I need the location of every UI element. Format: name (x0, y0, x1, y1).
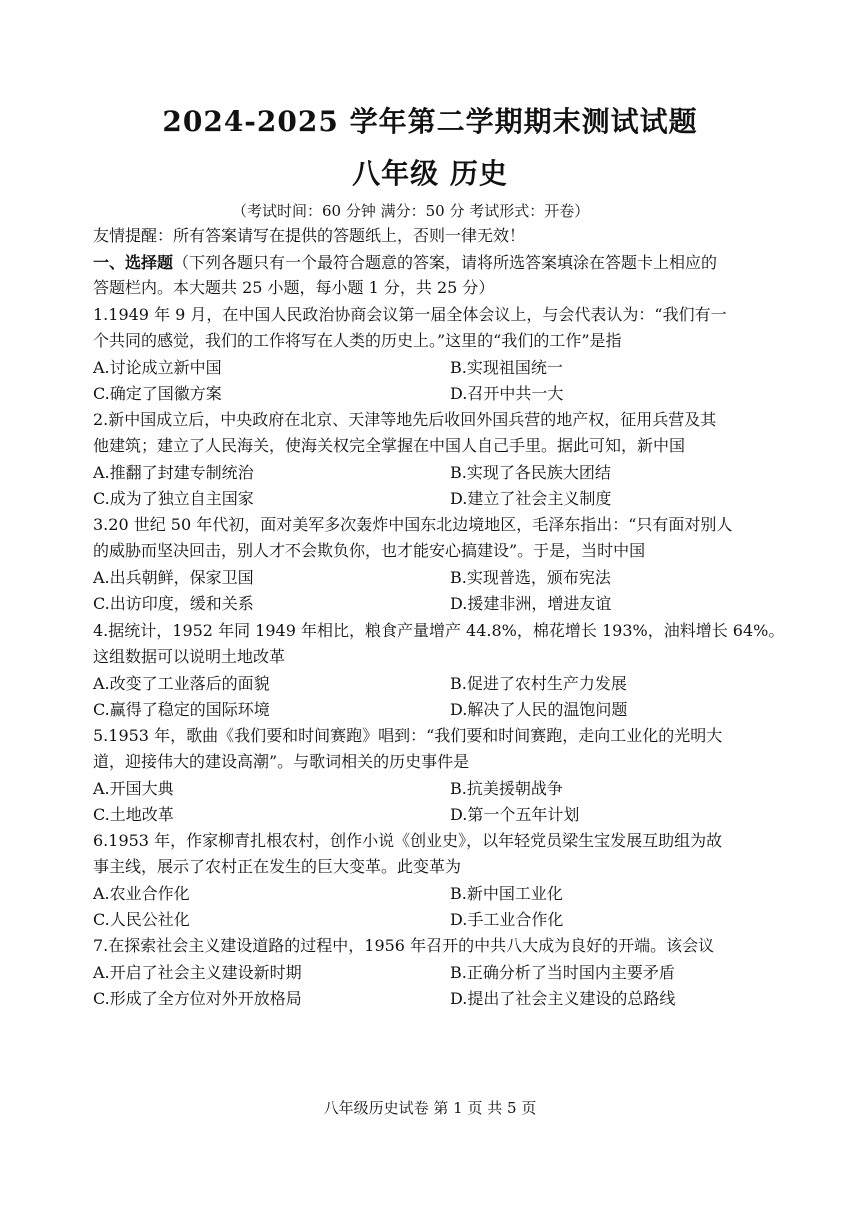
section-instruction-2: 答题栏内。本大题共 25 小题，每小题 1 分，共 25 分） (93, 278, 495, 297)
option-b: B.实现祖国统一 (450, 358, 563, 377)
option-d: D.援建非洲，增进友谊 (450, 594, 612, 613)
question-stem: 3.20 世纪 50 年代初，面对美军多次轰炸中国东北边境地区，毛泽东指出：“只有面对别人 (93, 515, 733, 534)
option-d: D.建立了社会主义制度 (450, 489, 612, 508)
question-stem: 1.1949 年 9 月，在中国人民政治协商会议第一届全体会议上，与会代表认为：“我们有一 (93, 305, 727, 324)
section-heading-line (93, 253, 717, 273)
option-a: A.开国大典 (93, 779, 174, 798)
exam-subtitle: 八年级 历史 (352, 157, 508, 190)
option-b: B.促进了农村生产力发展 (450, 674, 627, 693)
question-stem: 5.1953 年，歌曲《我们要和时间赛跑》唱到：“我们要和时间赛跑，走向工业化的光明大 (93, 726, 723, 745)
question-stem: 4.据统计，1952 年同 1949 年相比，粮食产量增产 44.8%，棉花增长 193%，油料增长 64%。 (93, 621, 785, 640)
option-c: C.土地改革 (93, 805, 174, 824)
option-d: D.解决了人民的温饱问题 (450, 700, 628, 719)
option-a: A.出兵朝鲜，保家卫国 (93, 568, 254, 587)
option-b: B.正确分析了当时国内主要矛盾 (450, 963, 675, 982)
option-a: A.推翻了封建专制统治 (93, 463, 254, 482)
option-a: A.开启了社会主义建设新时期 (93, 963, 302, 982)
option-c: C.赢得了稳定的国际环境 (93, 700, 270, 719)
section-heading: 一、选择题 (93, 253, 174, 272)
question-stem: 道，迎接伟大的建设高潮”。与歌词相关的历史事件是 (93, 752, 470, 771)
option-c: C.形成了全方位对外开放格局 (93, 989, 302, 1008)
exam-title: 2024-2025 学年第二学期期末测试试题 (162, 105, 698, 138)
option-d: D.召开中共一大 (450, 384, 564, 403)
page-footer: 八年级历史试卷 第 1 页 共 5 页 (323, 1099, 537, 1117)
option-c: C.确定了国徽方案 (93, 384, 222, 403)
option-b: B.实现普选，颁布宪法 (450, 568, 611, 587)
option-d: D.手工业合作化 (450, 910, 564, 929)
question-stem: 个共同的感觉，我们的工作将写在人类的历史上。”这里的“我们的工作”是指 (93, 331, 622, 350)
option-b: B.实现了各民族大团结 (450, 463, 611, 482)
question-stem: 6.1953 年，作家柳青扎根农村，创作小说《创业史》，以年轻党员梁生宝发展互助组为故 (93, 831, 723, 850)
question-stem: 他建筑；建立了人民海关，使海关权完全掌握在中国人自己手里。据此可知，新中国 (93, 436, 686, 455)
option-d: D.提出了社会主义建设的总路线 (450, 989, 676, 1008)
option-a: A.农业合作化 (93, 884, 190, 903)
option-a: A.改变了工业落后的面貌 (93, 674, 270, 693)
question-stem: 2.新中国成立后，中央政府在北京、天津等地先后收回外国兵营的地产权，征用兵营及其 (93, 410, 717, 429)
option-b: B.新中国工业化 (450, 884, 563, 903)
option-b: B.抗美援朝战争 (450, 779, 563, 798)
option-c: C.出访印度，缓和关系 (93, 594, 254, 613)
option-c: C.成为了独立自主国家 (93, 489, 254, 508)
question-stem: 的威胁而坚决回击，别人才不会欺负你，也才能安心搞建设”。于是，当时中国 (93, 541, 646, 560)
option-d: D.第一个五年计划 (450, 805, 580, 824)
option-a: A.讨论成立新中国 (93, 358, 222, 377)
question-stem: 事主线，展示了农村正在发生的巨大变革。此变革为 (93, 857, 462, 876)
option-c: C.人民公社化 (93, 910, 190, 929)
question-stem: 这组数据可以说明土地改革 (93, 647, 286, 666)
reminder: 友情提醒：所有答案请写在提供的答题纸上，否则一律无效！ (93, 226, 526, 245)
question-stem: 7.在探索社会主义建设道路的过程中，1956 年召开的中共八大成为良好的开端。该会议 (93, 936, 715, 955)
exam-info: （考试时间：60 分钟 满分：50 分 考试形式：开卷） (232, 202, 590, 220)
section-instruction: （下列各题只有一个最符合题意的答案，请将所选答案填涂在答题卡上相应的 (173, 253, 718, 272)
